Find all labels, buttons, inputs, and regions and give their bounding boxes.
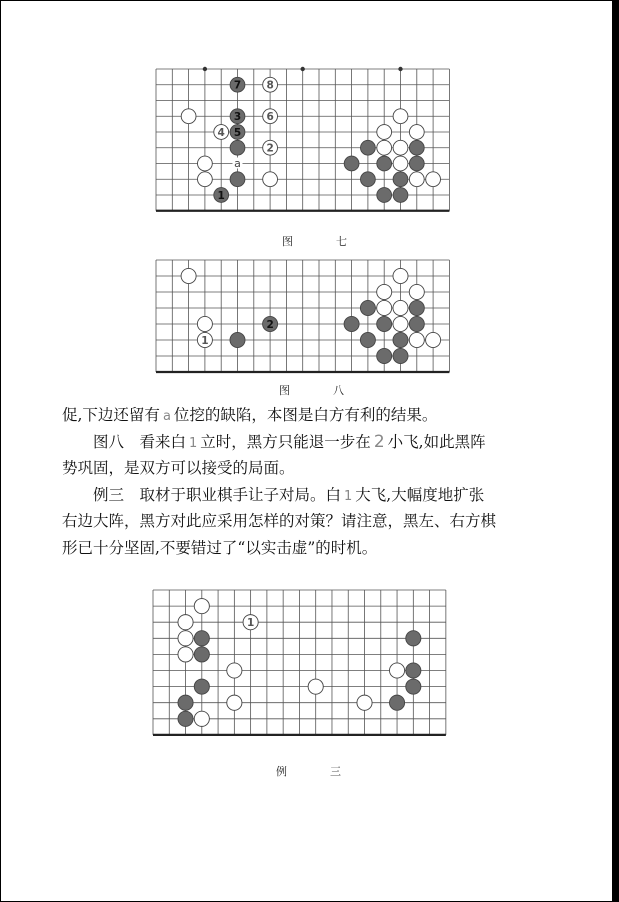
- black-stone-3: [230, 109, 245, 124]
- text-run: 小飞,如此黑阵: [387, 432, 486, 451]
- white-stone: [194, 711, 209, 726]
- white-stone: [178, 615, 193, 630]
- black-stone: [377, 188, 392, 203]
- svg-text:1: 1: [246, 617, 255, 629]
- svg-text:6: 6: [266, 111, 274, 124]
- white-stone: [178, 647, 193, 662]
- black-stone: [406, 679, 421, 694]
- black-stone: [393, 332, 408, 347]
- white-stone: [357, 695, 372, 710]
- white-stone: [409, 332, 424, 347]
- black-stone: [194, 631, 209, 646]
- text-run: 位挖的缺陷，本图是白方有利的结果。: [173, 406, 438, 424]
- white-stone: [377, 140, 392, 155]
- example-3-caption: 例 三: [276, 765, 357, 778]
- white-stone: [409, 284, 424, 299]
- black-stone: [344, 316, 359, 331]
- white-stone: [393, 316, 408, 331]
- black-stone: [194, 679, 209, 694]
- white-stone: [197, 156, 212, 171]
- body-text: [62, 402, 562, 561]
- white-stone-6: [263, 109, 278, 124]
- black-stone-2: [263, 316, 278, 331]
- black-stone: [360, 332, 375, 347]
- move-marker-1: 1: [344, 488, 353, 504]
- paragraph-6: 形已十分坚固,不要错过了“以实击虚”的时机。: [62, 538, 378, 557]
- black-stone: [409, 156, 424, 171]
- black-stone: [393, 172, 408, 187]
- figure-7-caption: 图 七: [282, 235, 363, 248]
- white-stone-4: [214, 125, 229, 140]
- svg-text:4: 4: [217, 126, 225, 139]
- go-board-example-3: [153, 590, 446, 744]
- svg-text:1: 1: [217, 189, 225, 202]
- black-stone: [360, 300, 375, 315]
- svg-text:1: 1: [201, 334, 209, 347]
- white-stone: [178, 631, 193, 646]
- point-marker-a: a: [162, 409, 171, 424]
- star-point: [398, 67, 402, 71]
- paragraph-1: [62, 402, 562, 429]
- white-stone: [263, 172, 278, 187]
- white-stone: [308, 679, 323, 694]
- black-stone-5: [230, 125, 245, 140]
- white-stone: [227, 663, 242, 678]
- text-run: 促,下边还留有: [62, 406, 160, 424]
- go-board-figure-7: [156, 69, 450, 223]
- white-stone: [197, 316, 212, 331]
- white-stone-8: [263, 77, 278, 92]
- black-stone-7: [230, 77, 245, 92]
- paragraph-3: 势巩固，是双方可以接受的局面。: [62, 459, 295, 477]
- black-stone: [178, 695, 193, 710]
- black-stone: [344, 156, 359, 171]
- black-stone: [409, 140, 424, 155]
- white-stone: [389, 663, 404, 678]
- black-stone: [230, 172, 245, 187]
- svg-text:2: 2: [266, 142, 274, 155]
- white-stone: [377, 284, 392, 299]
- white-stone: [393, 140, 408, 155]
- svg-text:2: 2: [266, 318, 274, 331]
- white-stone: [426, 172, 441, 187]
- white-stone: [426, 332, 441, 347]
- black-stone: [409, 316, 424, 331]
- black-stone: [409, 300, 424, 315]
- black-stone: [377, 156, 392, 171]
- figure-8-caption: 图 八: [279, 384, 360, 397]
- white-stone: [227, 695, 242, 710]
- white-stone: [377, 300, 392, 315]
- paragraph-2: [62, 429, 562, 456]
- text-run: 图八 看来白: [93, 432, 187, 451]
- move-marker-2: 2: [373, 431, 385, 452]
- white-stone: [377, 125, 392, 140]
- white-stone: [181, 268, 196, 283]
- move-marker-1: 1: [189, 435, 198, 451]
- white-stone: [197, 172, 212, 187]
- svg-text:7: 7: [233, 79, 242, 92]
- star-point: [301, 67, 305, 71]
- white-stone-1: [243, 615, 258, 630]
- white-stone: [393, 109, 408, 124]
- text-run: 大飞,大幅度地扩张: [355, 485, 485, 504]
- black-stone-1: [214, 188, 229, 203]
- svg-text:8: 8: [266, 79, 274, 92]
- text-run: 例三 取材于职业棋手让子对局。白: [93, 485, 342, 504]
- black-stone: [377, 316, 392, 331]
- white-stone: [393, 300, 408, 315]
- star-point: [203, 67, 207, 71]
- go-board-figure-8: [156, 260, 450, 378]
- page-right-edge: [612, 0, 618, 902]
- white-stone: [409, 172, 424, 187]
- white-stone-1: [197, 332, 212, 347]
- svg-text:3: 3: [233, 111, 242, 124]
- black-stone: [393, 188, 408, 203]
- black-stone: [406, 631, 421, 646]
- svg-text:5: 5: [233, 126, 242, 139]
- black-stone: [377, 348, 392, 363]
- white-stone: [409, 125, 424, 140]
- black-stone: [230, 140, 245, 155]
- white-stone: [393, 156, 408, 171]
- black-stone: [393, 348, 408, 363]
- white-stone: [194, 599, 209, 614]
- black-stone: [406, 663, 421, 678]
- black-stone: [230, 332, 245, 347]
- black-stone: [360, 140, 375, 155]
- black-stone: [389, 695, 404, 710]
- white-stone-2: [263, 140, 278, 155]
- paragraph-5: 右边大阵，黑方对此应采用怎样的对策？请注意，黑左、右方棋: [62, 512, 497, 530]
- black-stone: [178, 711, 193, 726]
- white-stone: [393, 268, 408, 283]
- text-run: 立时，黑方只能退一步在: [200, 432, 371, 451]
- black-stone: [360, 172, 375, 187]
- black-stone: [194, 647, 209, 662]
- point-label: a: [234, 157, 241, 170]
- white-stone: [181, 109, 196, 124]
- paragraph-4: [62, 482, 562, 509]
